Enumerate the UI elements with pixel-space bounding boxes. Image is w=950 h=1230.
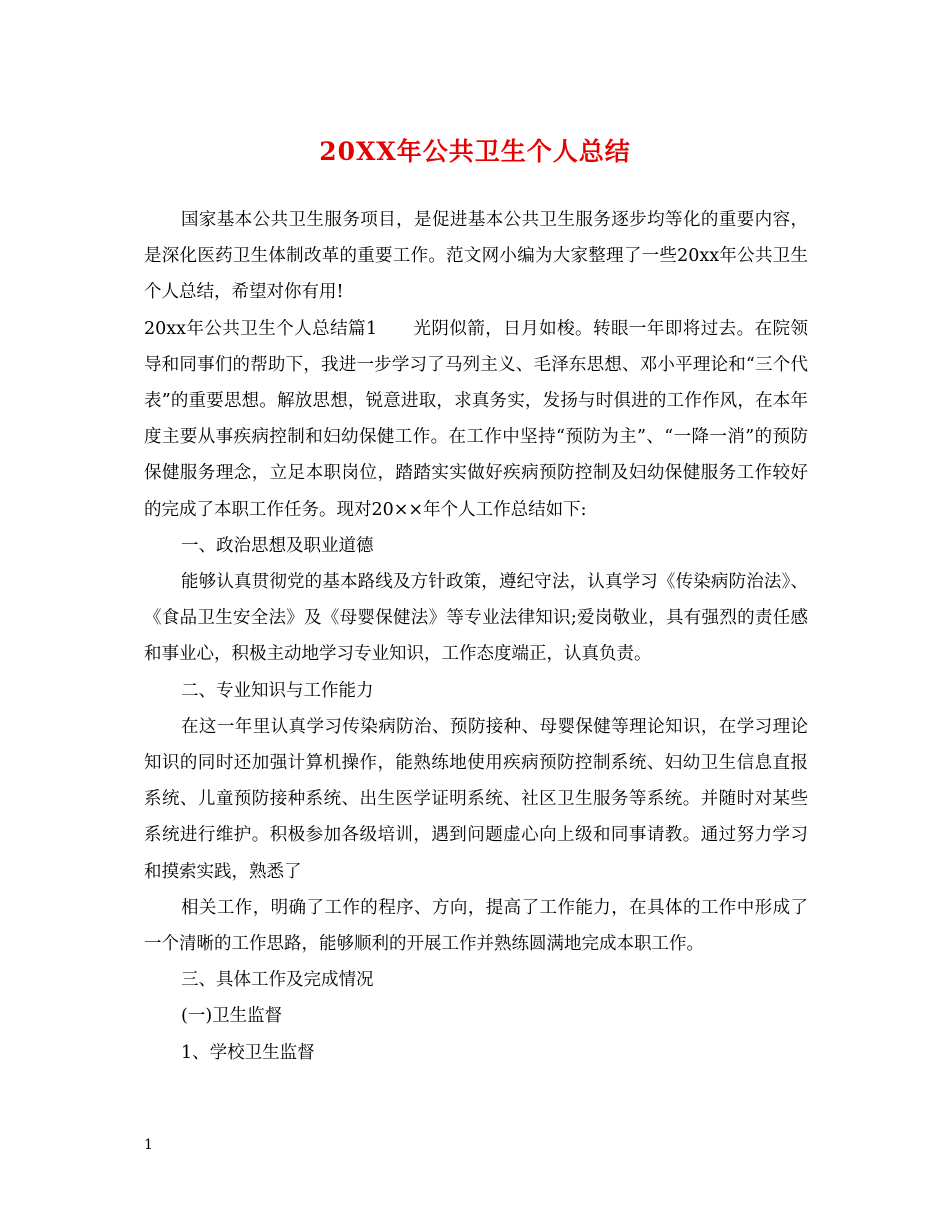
document-title: 20XX年公共卫生个人总结 [319,137,631,166]
section-heading-political: 一、政治思想及职业道德 [181,535,374,556]
subheading-school-health: 1、学校卫生监督 [181,1042,315,1063]
page-number: 1 [144,1137,153,1153]
paragraph-professional-continued: 相关工作，明确了工作的程序、方向，提高了工作能力，在具体的工作中形成了一个清晰的工作思路，能够顺利的开展工作并熟练圆满地完成本职工作。 [144,897,808,955]
paragraph-summary-opening: 20xx年公共卫生个人总结篇1 光阴似箭，日月如梭。转眼一年即将过去。在院领导和同事们的帮助下，我进一步学习了马列主义、毛泽东思想、邓小平理论和“三个代表”的重要思想。解放思想，锐意进取，求真务实，发扬与时俱进的工作作风，在本年度主要从事疾病控制和妇幼保健工作。在工作中坚持“预防为主”、“一降一消”的预防保健服务理念，立足本职岗位，踏踏实实做好疾病预防控制及妇幼保健服务工作较好的完成了本职工作任务。现对20××年个人工作总结如下: [144,318,808,520]
document-body [144,202,808,1071]
section-heading-specific-work: 三、具体工作及完成情况 [181,970,374,991]
subheading-health-supervision: (一)卫生监督 [181,1006,283,1027]
paragraph-professional: 在这一年里认真学习传染病防治、预防接种、母婴保健等理论知识，在学习理论知识的同时还加强计算机操作，能熟练地使用疾病预防控制系统、妇幼卫生信息直报系统、儿童预防接种系统、出生医学证明系统、社区卫生服务等系统。并随时对某些系统进行维护。积极参加各级培训，遇到问题虚心向上级和同事请教。通过努力学习和摸索实践，熟悉了 [144,716,808,882]
paragraph-intro: 国家基本公共卫生服务项目，是促进基本公共卫生服务逐步均等化的重要内容，是深化医药卫生体制改革的重要工作。范文网小编为大家整理了一些20xx年公共卫生个人总结，希望对你有用! [144,210,808,303]
section-heading-professional: 二、专业知识与工作能力 [181,680,374,701]
paragraph-political: 能够认真贯彻党的基本路线及方针政策，遵纪守法，认真学习《传染病防治法》、《食品卫生安全法》及《母婴保健法》等专业法律知识;爱岗敬业，具有强烈的责任感和事业心，积极主动地学习专业知识，工作态度端正，认真负责。 [144,572,808,665]
